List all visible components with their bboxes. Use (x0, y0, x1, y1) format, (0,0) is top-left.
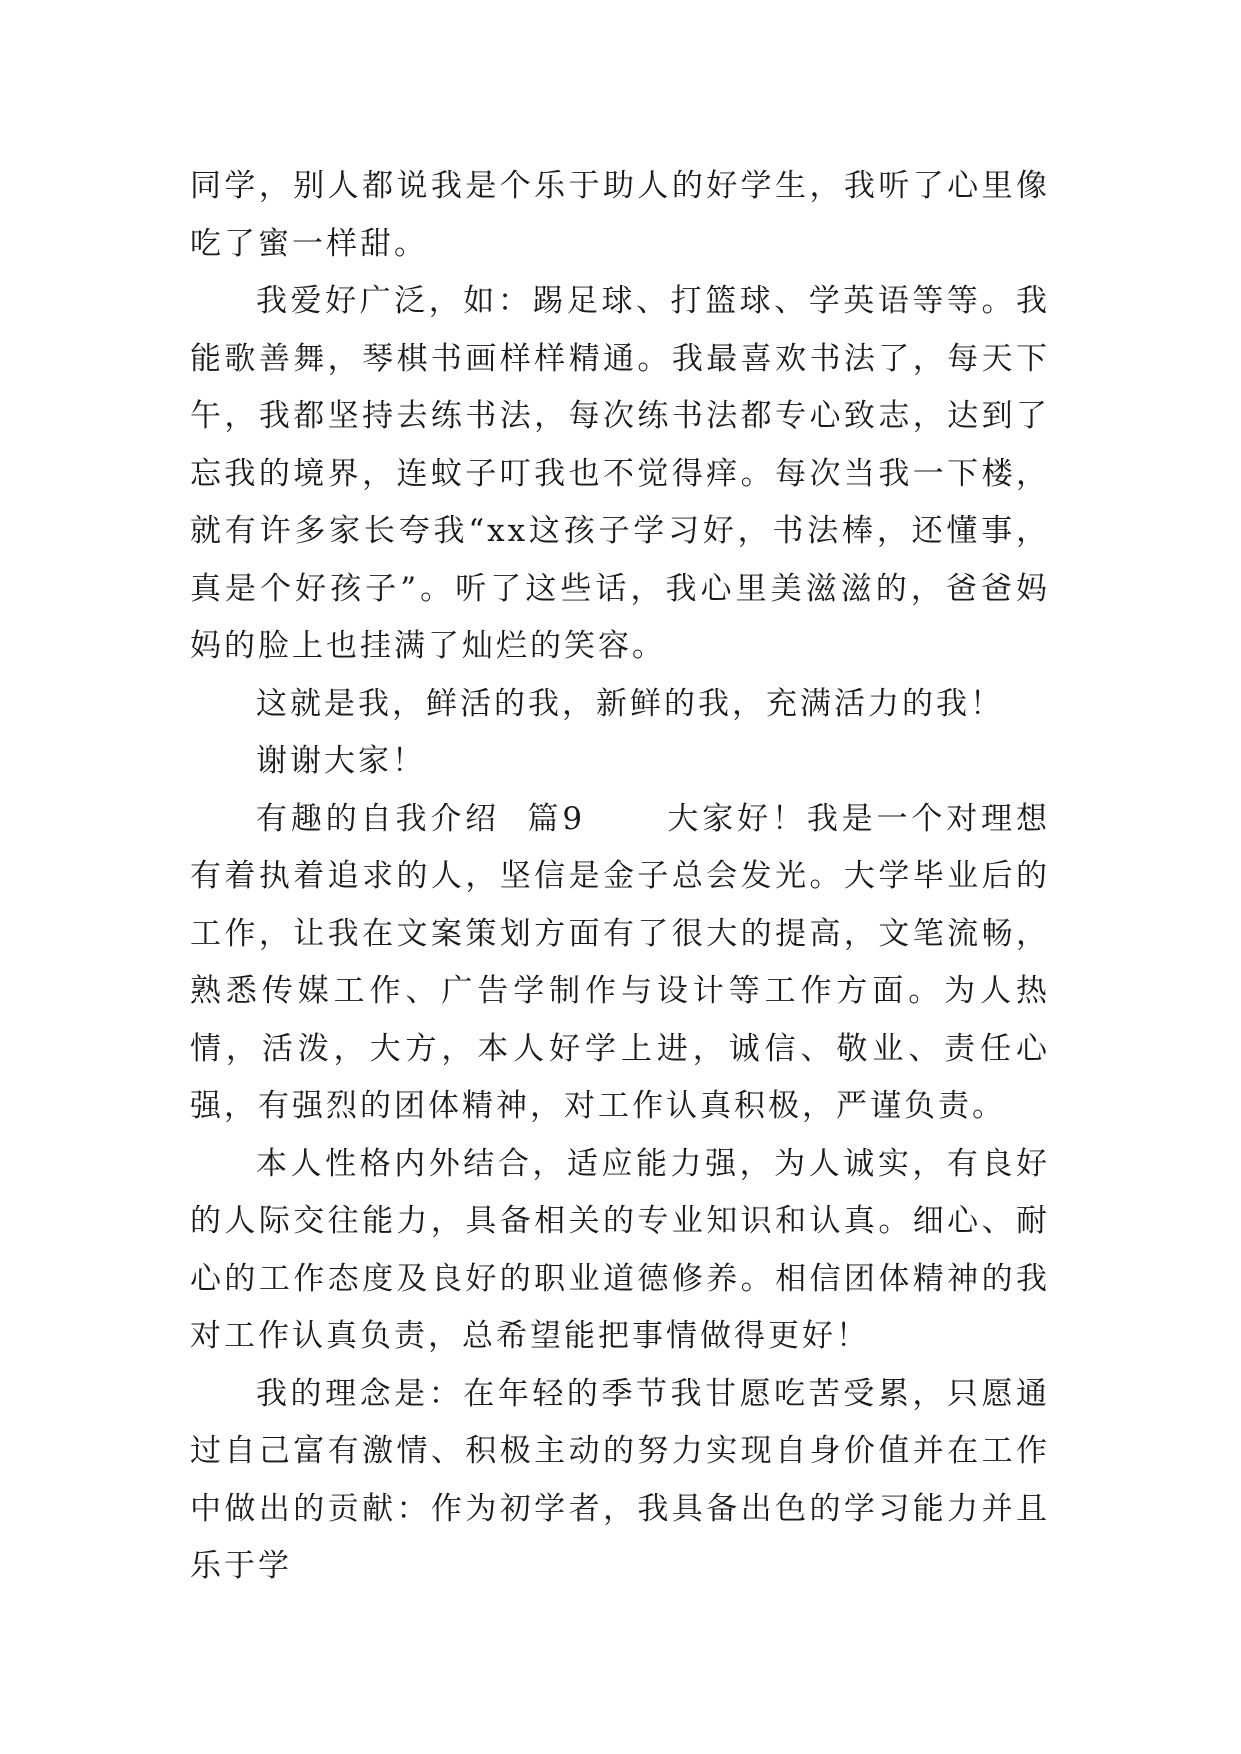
paragraph-6: 本人性格内外结合，适应能力强，为人诚实，有良好的人际交往能力，具备相关的专业知识和认真。细心、耐心的工作态度及良好的职业道德修养。相信团体精神的我对工作认真负责，总希望能把事情做得更好！ (190, 1145, 1050, 1354)
paragraph-5: 有趣的自我介绍 篇9 大家好！我是一个对理想有着执着追求的人，坚信是金子总会发光。大学毕业后的工作，让我在文案策划方面有了很大的提高，文笔流畅，熟悉传媒工作、广告学制作与设计等工作方面。为人热情，活泼，大方，本人好学上进，诚信、敬业、责任心强，有强烈的团体精神，对工作认真积极，严谨负责。 (190, 800, 1050, 1124)
paragraph-3: 这就是我，鲜活的我，新鲜的我，充满活力的我！ (256, 685, 1004, 722)
paragraph-1: 同学，别人都说我是个乐于助人的好学生，我听了心里像吃了蜜一样甜。 (190, 168, 1050, 262)
paragraph-4: 谢谢大家！ (256, 743, 426, 779)
paragraph-7: 我的理念是：在年轻的季节我甘愿吃苦受累，只愿通过自己富有激情、积极主动的努力实现自身价值并在工作中做出的贡献：作为初学者，我具备出色的学习能力并且乐于学 (190, 1375, 1050, 1584)
paragraph-2: 我爱好广泛，如：踢足球、打篮球、学英语等等。我能歌善舞，琴棋书画样样精通。我最喜欢书法了，每天下午，我都坚持去练书法，每次练书法都专心致志，达到了忘我的境界，连蚊子叮我也不觉得痒。每次当我一下楼，就有许多家长夸我“xx这孩子学习好，书法棒，还懂事，真是个好孩子”。听了这些话，我心里美滋滋的，爸爸妈妈的脸上也挂满了灿烂的笑容。 (190, 283, 1050, 664)
body-text (190, 158, 1050, 1596)
